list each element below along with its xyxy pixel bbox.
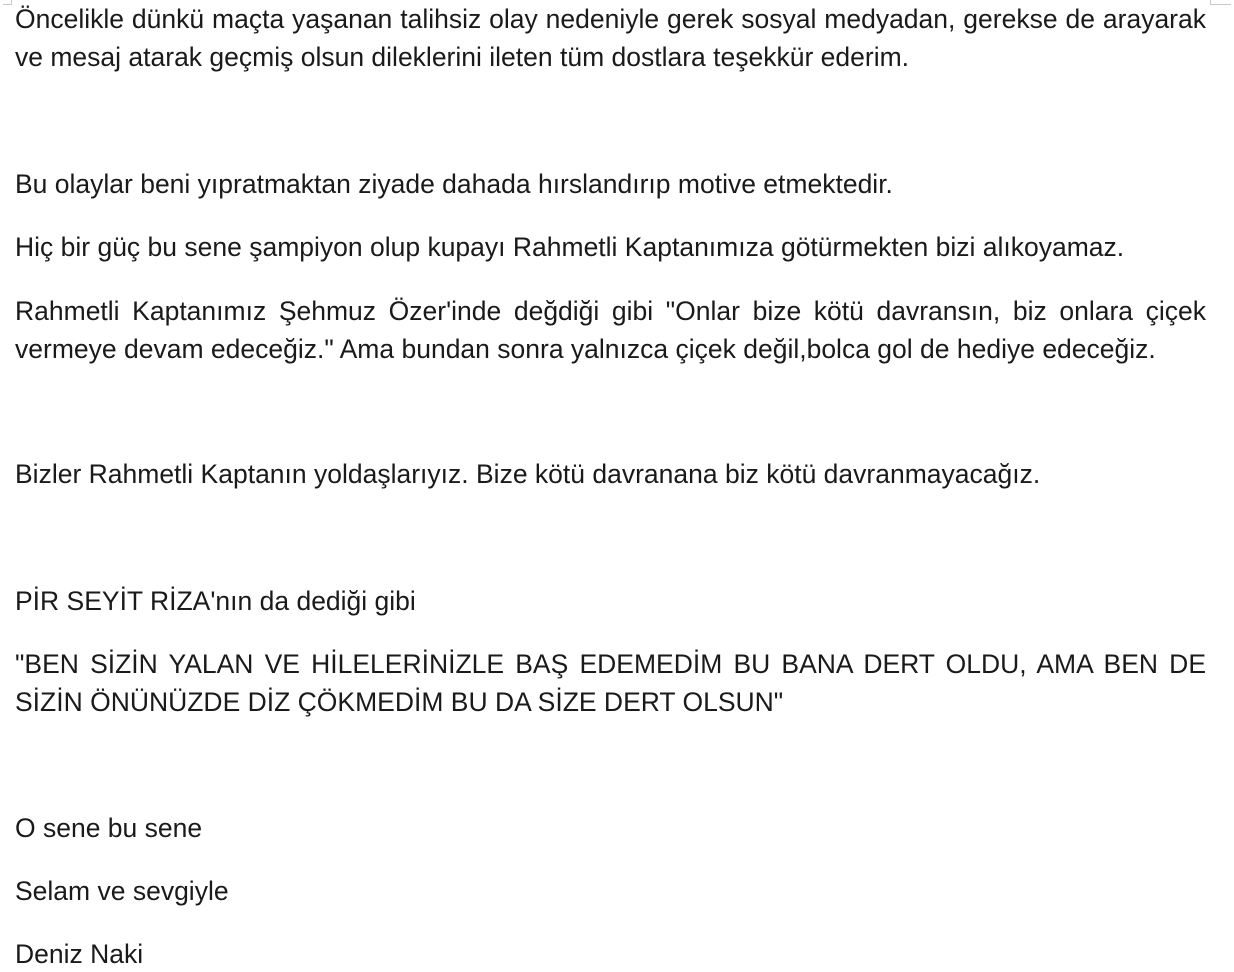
paragraph-thanks: Öncelikle dünkü maçta yaşanan talihsiz olay nedeniyle gerek sosyal medyadan, gerekse de arayarak ve mesaj atarak geçmiş olsun dileklerini ileten tüm dostlara teşekkür ederim.	[15, 4, 1206, 72]
paragraph-pir-seyit-riza: PİR SEYİT RİZA'nın da dediği gibi	[15, 586, 416, 616]
paragraph-quote-caps: "BEN SİZİN YALAN VE HİLELERİNİZLE BAŞ EDEMEDİM BU BANA DERT OLDU, AMA BEN DE SİZİN ÖNÜNÜZDE DİZ ÇÖKMEDİM BU DA SİZE DERT OLSUN"	[15, 649, 1206, 717]
page-corner-mark-right	[1210, 0, 1231, 5]
paragraph-greeting: Selam ve sevgiyle	[15, 876, 229, 906]
paragraph-comrades: Bizler Rahmetli Kaptanın yoldaşlarıyız. Bize kötü davranana biz kötü davranmayacağız.	[15, 459, 1041, 489]
paragraph-motivation: Bu olaylar beni yıpratmaktan ziyade dahada hırslandırıp motive etmektedir.	[15, 169, 893, 199]
paragraph-captain-quote: Rahmetli Kaptanımız Şehmuz Özer'inde değdiği gibi "Onlar bize kötü davransın, biz onlara çiçek vermeye devam edeceğiz." Ama bundan sonra yalnızca çiçek değil,bolca gol de hediye edeceğiz.	[15, 296, 1206, 364]
paragraph-o-sene-bu-sene: O sene bu sene	[15, 813, 203, 843]
page-corner-mark-left	[3, 0, 12, 5]
paragraph-championship: Hiç bir güç bu sene şampiyon olup kupayı Rahmetli Kaptanımıza götürmekten bizi alıkoyamaz.	[15, 232, 1125, 262]
signature-name: Deniz Naki	[15, 939, 144, 969]
